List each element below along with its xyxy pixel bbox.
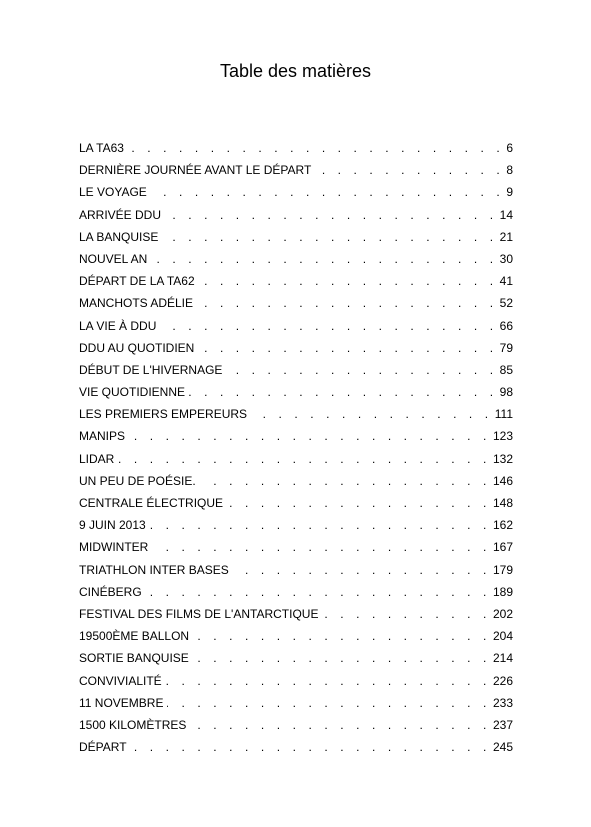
- toc-entry-page-number: 111: [494, 407, 513, 422]
- toc-entry-title: LA TA63: [79, 141, 124, 155]
- toc-entry-page-number: 85: [499, 362, 513, 377]
- toc-entry[interactable]: [79, 559, 513, 581]
- toc-entry-title: NOUVEL AN: [79, 251, 148, 266]
- dot-leader: [146, 581, 491, 603]
- toc-entry-title: CONVIVIALITÉ: [79, 673, 162, 688]
- toc-entry-page-number: 66: [499, 318, 513, 333]
- toc-entry-title: DÉPART DE LA TA62: [79, 274, 195, 289]
- dot-leader: [151, 181, 505, 203]
- toc-entry[interactable]: [79, 425, 513, 447]
- dot-leader: [167, 692, 491, 714]
- toc-entry[interactable]: [79, 647, 513, 669]
- toc-entry-title: MANCHOTS ADÉLIE: [79, 296, 194, 311]
- dot-leader: [322, 603, 491, 625]
- dot-leader: [193, 647, 491, 669]
- toc-entry-page-number: 148: [492, 496, 513, 510]
- toc-entry-title: LES PREMIERS EMPEREURS: [79, 407, 248, 422]
- toc-entry-title: VIE QUOTIDIENNE: [79, 385, 186, 400]
- toc-entry-title: LA VIE À DDU: [79, 318, 157, 333]
- toc-entry-page-number: 41: [499, 274, 513, 289]
- toc-entry[interactable]: [79, 603, 513, 625]
- dot-leader: [131, 736, 491, 758]
- toc-entry-page-number: 202: [492, 606, 513, 621]
- toc-entry-page-number: 14: [499, 207, 513, 222]
- toc-entry[interactable]: [79, 381, 513, 403]
- toc-entry-title: LIDAR: [79, 451, 115, 466]
- toc-entry-title: 19500ÈME BALLON: [79, 629, 190, 644]
- dot-leader: [129, 425, 491, 447]
- toc-entry-title: 9 JUIN 2013: [79, 518, 146, 533]
- toc-entry[interactable]: [79, 403, 513, 425]
- toc-entry-title: DDU AU QUOTIDIEN: [79, 340, 195, 355]
- toc-entry-title: LA BANQUISE: [79, 229, 159, 244]
- dot-leader: [197, 292, 498, 314]
- toc-entry-page-number: 179: [492, 562, 513, 577]
- toc-entry-page-number: 162: [492, 518, 513, 533]
- toc-entry-page-number: 245: [492, 740, 513, 755]
- toc-entry-page-number: 9: [506, 185, 513, 200]
- toc-entry-title: DÉPART: [79, 740, 127, 755]
- toc-entry[interactable]: [79, 581, 513, 603]
- toc-entry-title: LE VOYAGE: [79, 185, 147, 200]
- toc-entry-page-number: 233: [492, 695, 513, 710]
- dot-leader: [151, 248, 497, 270]
- toc-entry[interactable]: [79, 137, 513, 159]
- toc-entry-page-number: 237: [492, 717, 513, 732]
- toc-entry-title: CENTRALE ÉLECTRIQUE: [79, 496, 224, 510]
- toc-entry[interactable]: [79, 359, 513, 381]
- toc-entry[interactable]: [79, 670, 513, 692]
- toc-entry-page-number: 132: [492, 451, 513, 466]
- toc-entry[interactable]: [79, 315, 513, 337]
- dot-leader: [198, 337, 497, 359]
- toc-entry-page-number: 6: [506, 141, 513, 155]
- toc-entry-title: 11 NOVEMBRE: [79, 695, 164, 710]
- dot-leader: [150, 514, 491, 536]
- toc-entry-title: FESTIVAL DES FILMS DE L'ANTARCTIQUE: [79, 606, 319, 621]
- toc-entry-page-number: 167: [492, 540, 513, 555]
- toc-entry[interactable]: [79, 692, 513, 714]
- toc-entry[interactable]: [79, 248, 513, 270]
- toc-entry-title: DERNIÈRE JOURNÉE AVANT LE DÉPART: [79, 163, 312, 178]
- dot-leader: [152, 536, 491, 558]
- dot-leader: [199, 270, 498, 292]
- toc-entry-title: MIDWINTER: [79, 540, 149, 555]
- page-title: Table des matières: [219, 61, 372, 81]
- dot-leader: [165, 204, 498, 226]
- toc-entry-title: CINÉBERG: [79, 584, 142, 599]
- dot-leader: [189, 381, 498, 403]
- toc-entry-page-number: 226: [492, 673, 513, 688]
- toc-entry[interactable]: [79, 714, 513, 736]
- toc-entry-page-number: 189: [492, 584, 513, 599]
- toc-entry-page-number: 52: [499, 296, 513, 311]
- toc-entry[interactable]: [79, 204, 513, 226]
- dot-leader: [118, 448, 491, 470]
- toc-entry-title: 1500 KILOMÈTRES: [79, 717, 187, 732]
- table-of-contents: [79, 137, 513, 758]
- toc-entry[interactable]: [79, 536, 513, 558]
- dot-leader: [226, 359, 497, 381]
- toc-entry-page-number: 21: [499, 229, 513, 244]
- toc-entry[interactable]: [79, 625, 513, 647]
- dot-leader: [166, 670, 491, 692]
- dot-leader: [251, 403, 493, 425]
- dot-leader: [227, 492, 491, 514]
- toc-entry-page-number: 8: [506, 163, 513, 178]
- toc-entry[interactable]: [79, 226, 513, 248]
- toc-entry[interactable]: [79, 270, 513, 292]
- toc-entry-title: TRIATHLON INTER BASES: [79, 562, 229, 577]
- dot-leader: [200, 470, 491, 492]
- dot-leader: [128, 137, 504, 159]
- toc-entry-title: UN PEU DE POÉSIE.: [79, 473, 196, 488]
- toc-entry-title: ARRIVÉE DDU: [79, 207, 162, 222]
- dot-leader: [193, 625, 491, 647]
- toc-entry-page-number: 214: [492, 651, 513, 666]
- toc-entry[interactable]: [79, 448, 513, 470]
- toc-entry-title: MANIPS: [79, 429, 126, 444]
- toc-entry-page-number: 123: [492, 429, 513, 444]
- toc-entry-page-number: 79: [499, 340, 513, 355]
- toc-entry[interactable]: [79, 337, 513, 359]
- toc-entry[interactable]: [79, 292, 513, 314]
- toc-entry[interactable]: [79, 492, 513, 514]
- toc-entry-title: DÉBUT DE L'HIVERNAGE: [79, 362, 223, 377]
- toc-entry-page-number: 146: [492, 473, 513, 488]
- toc-entry-title: SORTIE BANQUISE: [79, 651, 189, 666]
- toc-entry[interactable]: [79, 514, 513, 536]
- toc-entry-page-number: 204: [492, 629, 513, 644]
- toc-entry-page-number: 30: [499, 251, 513, 266]
- toc-entry[interactable]: [79, 181, 513, 203]
- dot-leader: [315, 159, 504, 181]
- toc-entry[interactable]: [79, 470, 513, 492]
- toc-entry[interactable]: [79, 159, 513, 181]
- dot-leader: [160, 315, 497, 337]
- toc-entry-page-number: 98: [499, 385, 513, 400]
- dot-leader: [233, 559, 491, 581]
- toc-entry[interactable]: [79, 736, 513, 758]
- dot-leader: [190, 714, 491, 736]
- dot-leader: [162, 226, 497, 248]
